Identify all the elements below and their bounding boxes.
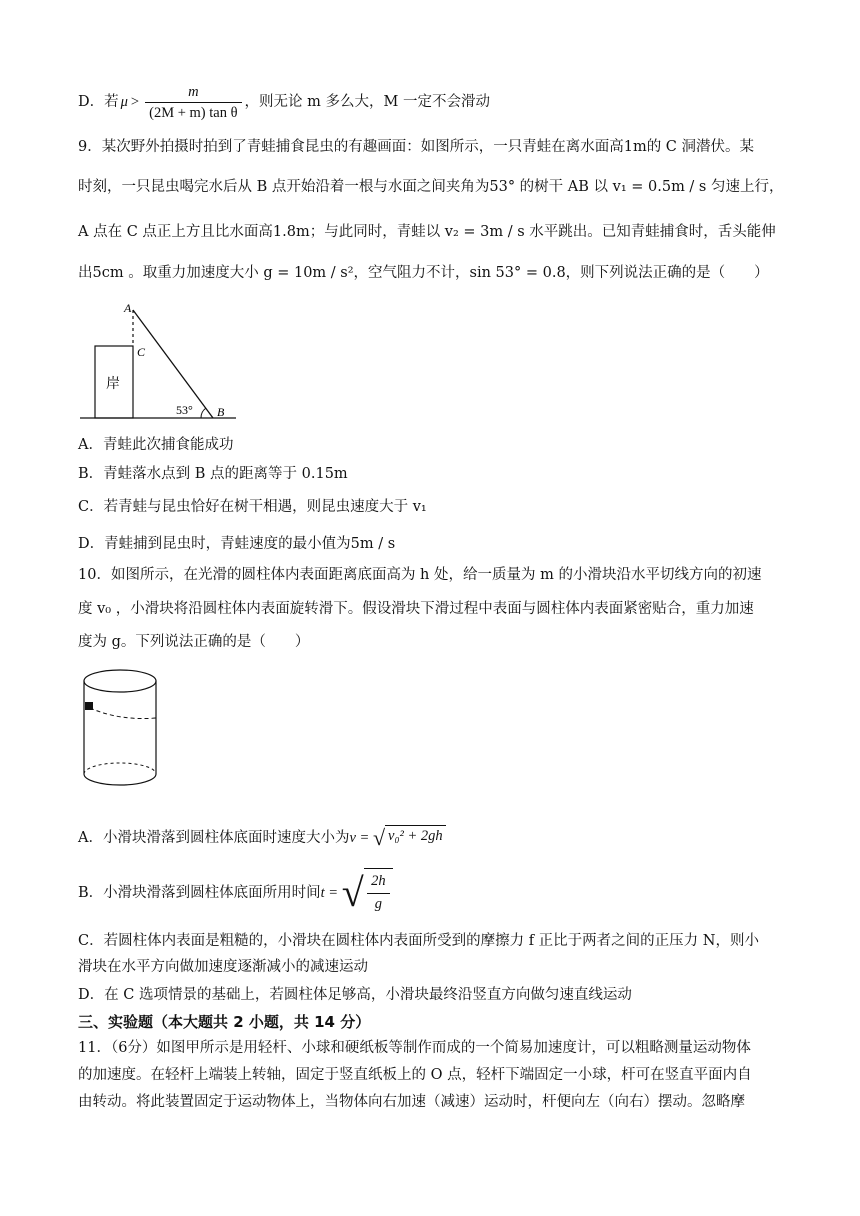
q9-stem-line-1: 9．某次野外拍摄时拍到了青蛙捕食昆虫的有趣画面：如图所示，一只青蛙在离水面高1m的 C 洞潜伏。某 bbox=[78, 139, 755, 155]
cylinder-bottom-back bbox=[84, 763, 156, 774]
label-b: B bbox=[217, 405, 225, 419]
q10-option-b-text: B．小滑块滑落到圆柱体底面所用时间 bbox=[78, 885, 321, 901]
label-a: A bbox=[124, 301, 132, 315]
q9-option-c: C．若青蛙与昆虫恰好在树干相遇，则昆虫速度大于 v₁ bbox=[78, 499, 427, 515]
q9-option-b: B．青蛙落水点到 B 点的距离等于 0.15m bbox=[78, 466, 348, 482]
q10-stem-line-1: 10．如图所示，在光滑的圆柱体内表面距离底面高为 h 处，给一质量为 m 的小滑块沿水平切线方向的初速 bbox=[78, 567, 762, 583]
q8-fraction-denominator: (2M + m) tan θ bbox=[145, 102, 241, 123]
q10-stem-line-3: 度为 g。下列说法正确的是（ ） bbox=[78, 634, 310, 650]
q9-stem-line-3: A 点在 C 点正上方且比水面高1.8m；与此同时，青蛙以 v₂ = 3m / s 水平跳出。已知青蛙捕食时，舌头能伸 bbox=[78, 224, 776, 240]
q10-option-b-sqrt: √ $\frac{2h}{g}$ bbox=[342, 868, 393, 918]
q10-option-a-text: A．小滑块滑落到圆柱体底面时速度大小为 bbox=[78, 830, 350, 846]
q8-option-d-prefix: D．若 bbox=[78, 94, 119, 110]
tree-trunk-line bbox=[133, 310, 213, 418]
shore-label: 岸 bbox=[106, 377, 120, 392]
q10-cylinder-figure bbox=[80, 666, 162, 794]
q8-gt-symbol: > bbox=[130, 94, 140, 110]
q10-option-d: D．在 C 选项情景的基础上，若圆柱体足够高，小滑块最终沿竖直方向做匀速直线运动 bbox=[78, 987, 632, 1003]
section-3-heading: 三、实验题（本大题共 2 小题，共 14 分） bbox=[78, 1013, 371, 1031]
q10-option-a-sqrt: √ v₀² + 2gh bbox=[373, 825, 446, 851]
label-c: C bbox=[137, 345, 146, 359]
q9-figure bbox=[78, 296, 248, 426]
q8-fraction bbox=[145, 82, 241, 123]
q9-stem-line-4: 出5cm 。取重力加速度大小 g = 10m / s²，空气阻力不计，sin 53° = 0.8，则下列说法正确的是（ ） bbox=[78, 265, 769, 281]
q8-fraction-numerator: m bbox=[188, 83, 199, 100]
q8-mu-symbol: μ bbox=[120, 94, 128, 110]
q10-option-c-line-1: C．若圆柱体内表面是粗糙的，小滑块在圆柱体内表面所受到的摩擦力 f 正比于两者之间的正压力 N，则小 bbox=[78, 933, 759, 949]
q9-option-d: D．青蛙捕到昆虫时，青蛙速度的最小值为5m / s bbox=[78, 536, 396, 552]
q10-option-a-formula-left: v = bbox=[349, 830, 373, 846]
q10-option-b-formula-left: t = bbox=[320, 885, 342, 901]
q10-stem-line-2: 度 v₀ ，小滑块将沿圆柱体内表面旋转滑下。假设滑块下滑过程中表面与圆柱体内表面紧密贴合，重力加速 bbox=[78, 601, 754, 617]
q10-option-c-line-2: 滑块在水平方向做加速度逐渐减小的减速运动 bbox=[78, 959, 368, 975]
q9-option-a: A．青蛙此次捕食能成功 bbox=[78, 437, 234, 453]
q10-option-b bbox=[78, 866, 790, 920]
q10-option-b-numerator: 2h bbox=[371, 873, 386, 889]
angle-label: 53° bbox=[176, 403, 193, 417]
cylinder-top bbox=[84, 670, 156, 692]
q8-option-d-suffix: ，则无论 m 多么大，M 一定不会滑动 bbox=[244, 94, 490, 110]
q10-option-a bbox=[78, 824, 790, 852]
slider-block bbox=[85, 702, 93, 710]
q11-stem-line-1: 11．（6分）如图甲所示是用轻杆、小球和硬纸板等制作而成的一个简易加速度计，可以粗略测量运动物体 bbox=[78, 1040, 751, 1056]
q11-stem-line-2: 的加速度。在轻杆上端装上转轴，固定于竖直纸板上的 O 点，轻杆下端固定一小球，杆可在竖直平面内自 bbox=[78, 1067, 752, 1083]
q11-stem-line-3: 由转动。将此装置固定于运动物体上，当物体向右加速（减速）运动时，杆便向左（向右）摆动。忽略摩 bbox=[78, 1094, 745, 1110]
q10-option-b-denominator: g bbox=[367, 893, 390, 914]
angle-arc bbox=[201, 408, 206, 418]
slider-path-dashed bbox=[90, 708, 156, 719]
q9-stem-line-2: 时刻，一只昆虫喝完水后从 B 点开始沿着一根与水面之间夹角为53° 的树干 AB 以 v₁ = 0.5m / s 匀速上行， bbox=[78, 179, 784, 195]
cylinder-bottom-front bbox=[84, 774, 156, 785]
q8-option-d bbox=[78, 82, 790, 122]
q10-option-a-radicand: v₀² + 2gh bbox=[385, 825, 446, 851]
